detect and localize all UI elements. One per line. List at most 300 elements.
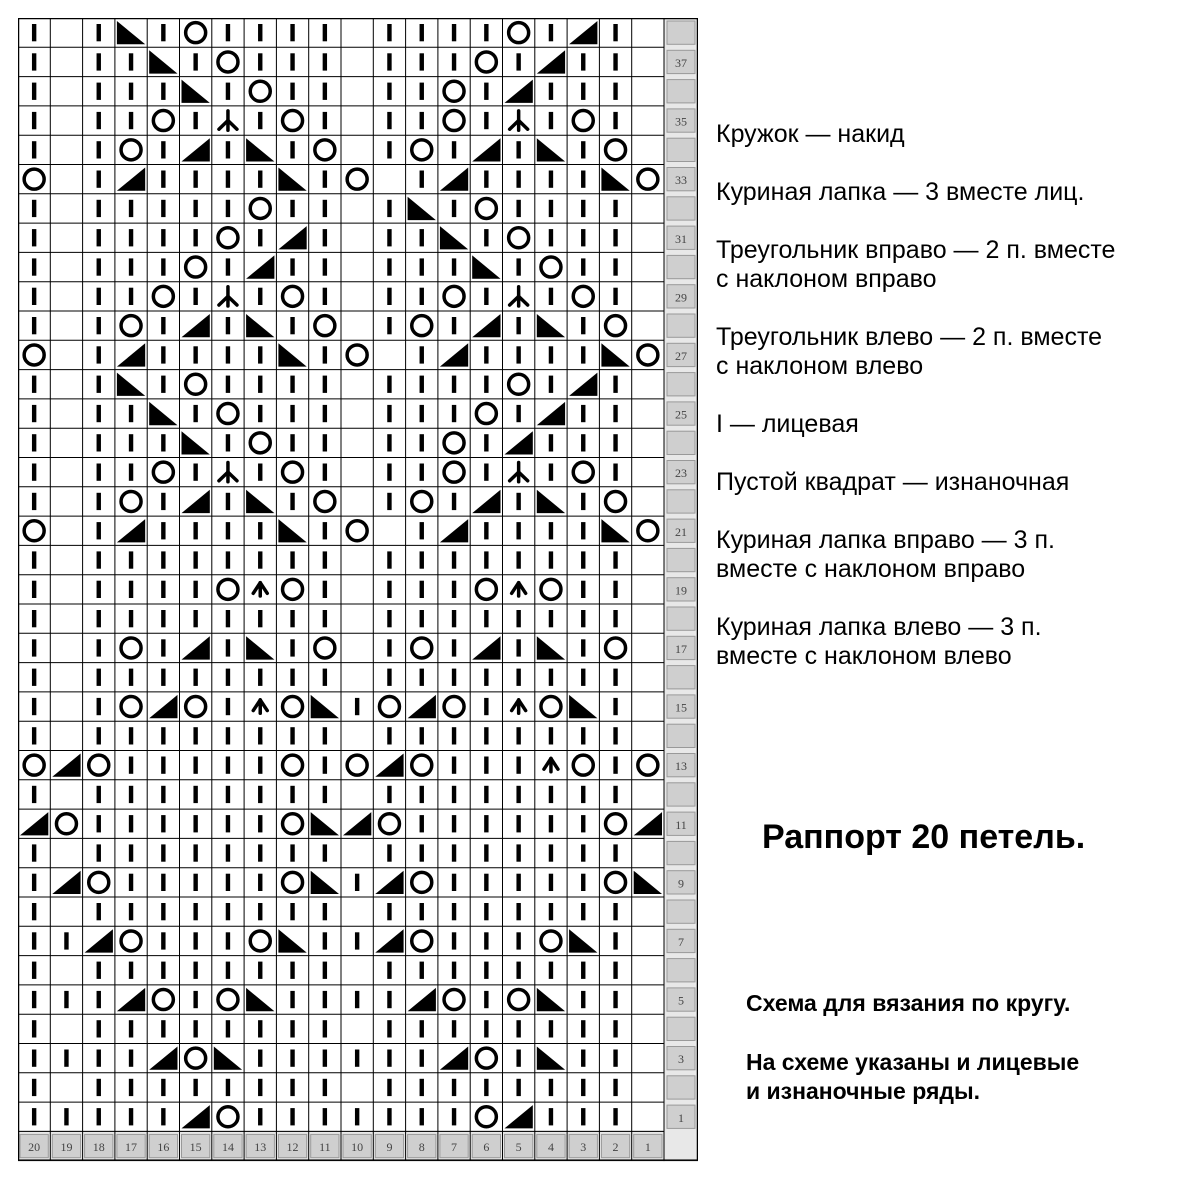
knit-symbol (613, 903, 617, 920)
legend-item-k3tog (716, 178, 1196, 207)
knit-symbol (516, 874, 520, 891)
chart-grid (18, 18, 698, 1190)
knit-symbol (387, 669, 391, 686)
knit-symbol (420, 962, 424, 979)
knit-symbol (420, 610, 424, 627)
knit-symbol (516, 932, 520, 949)
knit-symbol (484, 112, 488, 129)
knit-symbol (226, 610, 230, 627)
knit-symbol (549, 434, 553, 451)
row-label: 9 (678, 876, 684, 891)
knit-symbol (484, 376, 488, 393)
knit-symbol (161, 932, 165, 949)
knit-symbol (290, 83, 294, 100)
knit-symbol (193, 991, 197, 1008)
knit-symbol (323, 1020, 327, 1037)
knit-symbol (97, 112, 101, 129)
knit-symbol (129, 815, 133, 832)
knit-symbol (32, 229, 36, 246)
knit-symbol (323, 1050, 327, 1067)
knit-symbol (193, 346, 197, 363)
knit-symbol (226, 376, 230, 393)
knit-symbol (226, 727, 230, 744)
knit-symbol (226, 24, 230, 41)
knit-symbol (613, 112, 617, 129)
column-label: 18 (92, 1140, 105, 1155)
knit-symbol (290, 1020, 294, 1037)
knit-symbol (323, 932, 327, 949)
knit-symbol (387, 258, 391, 275)
knit-symbol (161, 844, 165, 861)
knit-symbol (161, 346, 165, 363)
knit-symbol (452, 669, 456, 686)
knit-symbol (420, 405, 424, 422)
knit-symbol (484, 1020, 488, 1037)
knit-symbol (484, 346, 488, 363)
knit-symbol (161, 1079, 165, 1096)
knit-symbol (581, 522, 585, 539)
knit-symbol (516, 815, 520, 832)
knit-symbol (581, 258, 585, 275)
knit-symbol (549, 200, 553, 217)
knit-symbol (549, 112, 553, 129)
knit-symbol (581, 493, 585, 510)
knit-symbol (452, 376, 456, 393)
knit-symbol (549, 288, 553, 305)
knit-symbol (129, 53, 133, 70)
row-label: 13 (675, 759, 687, 774)
legend-item-line: Треугольник вправо — 2 п. вместе (716, 236, 1116, 264)
row-label: 35 (675, 114, 687, 129)
knit-symbol (258, 346, 262, 363)
knit-symbol (484, 171, 488, 188)
row-label: 3 (678, 1052, 684, 1067)
knit-symbol (161, 229, 165, 246)
knit-symbol (613, 405, 617, 422)
knit-symbol (420, 112, 424, 129)
knit-symbol (193, 815, 197, 832)
knit-symbol (129, 1050, 133, 1067)
knit-symbol (387, 1020, 391, 1037)
knit-symbol (290, 610, 294, 627)
knit-symbol (32, 24, 36, 41)
knit-symbol (258, 1050, 262, 1067)
knit-symbol (161, 258, 165, 275)
knit-symbol (97, 24, 101, 41)
knit-symbol (484, 903, 488, 920)
knit-symbol (161, 522, 165, 539)
column-label: 9 (386, 1140, 393, 1155)
rapport-title: Раппорт 20 петель. (762, 818, 1086, 856)
knit-symbol (290, 200, 294, 217)
knit-symbol (323, 229, 327, 246)
knit-symbol (161, 1108, 165, 1125)
knit-symbol (258, 288, 262, 305)
knit-symbol (484, 24, 488, 41)
knit-symbol (32, 464, 36, 481)
row-label: 15 (675, 700, 687, 715)
knit-symbol (613, 1079, 617, 1096)
knit-symbol (420, 288, 424, 305)
knit-symbol (420, 258, 424, 275)
knit-symbol (323, 112, 327, 129)
knit-symbol (420, 522, 424, 539)
knit-symbol (193, 757, 197, 774)
knit-symbol (129, 727, 133, 744)
knit-symbol (290, 53, 294, 70)
column-label: 7 (451, 1140, 458, 1155)
column-label: 11 (319, 1140, 331, 1155)
knit-symbol (613, 53, 617, 70)
knit-symbol (516, 405, 520, 422)
knit-symbol (516, 141, 520, 158)
knit-symbol (258, 874, 262, 891)
knit-symbol (226, 551, 230, 568)
legend-item-line: Куриная лапка — 3 вместе лиц. (716, 178, 1085, 206)
knit-symbol (452, 962, 456, 979)
knit-symbol (323, 464, 327, 481)
knit-symbol (290, 1079, 294, 1096)
knit-symbol (193, 53, 197, 70)
knit-symbol (193, 610, 197, 627)
knit-symbol (420, 669, 424, 686)
knit-symbol (516, 317, 520, 334)
row-label: 27 (675, 348, 687, 363)
knit-symbol (129, 112, 133, 129)
knit-symbol (484, 932, 488, 949)
knit-symbol (549, 24, 553, 41)
knit-symbol (32, 962, 36, 979)
knit-symbol (420, 24, 424, 41)
knit-symbol (387, 786, 391, 803)
knit-symbol (226, 844, 230, 861)
knit-symbol (129, 405, 133, 422)
knit-symbol (516, 522, 520, 539)
knit-symbol (355, 932, 359, 949)
knit-symbol (420, 1050, 424, 1067)
knit-symbol (97, 1050, 101, 1067)
knit-symbol (258, 551, 262, 568)
knit-symbol (452, 405, 456, 422)
row-label: 25 (675, 407, 687, 422)
knit-symbol (484, 229, 488, 246)
knit-symbol (226, 317, 230, 334)
knit-symbol (129, 229, 133, 246)
row-label-box (667, 959, 695, 982)
knit-symbol (129, 464, 133, 481)
knit-symbol (129, 1020, 133, 1037)
knit-symbol (323, 83, 327, 100)
knit-symbol (32, 1108, 36, 1125)
knit-symbol (64, 991, 68, 1008)
knit-symbol (193, 171, 197, 188)
knit-symbol (290, 669, 294, 686)
knit-symbol (613, 1020, 617, 1037)
knit-symbol (452, 1020, 456, 1037)
knitting-chart (18, 18, 698, 1190)
knit-symbol (97, 551, 101, 568)
knit-symbol (581, 53, 585, 70)
knit-symbol (32, 83, 36, 100)
knit-symbol (484, 757, 488, 774)
knit-symbol (452, 727, 456, 744)
knit-symbol (161, 727, 165, 744)
legend-item-k3tog-right (716, 526, 1196, 584)
knit-symbol (129, 786, 133, 803)
knit-symbol (581, 141, 585, 158)
knit-symbol (581, 317, 585, 334)
column-label: 5 (515, 1140, 522, 1155)
knit-symbol (193, 669, 197, 686)
knit-symbol (32, 1020, 36, 1037)
knit-symbol (97, 376, 101, 393)
knit-symbol (32, 610, 36, 627)
knit-symbol (129, 434, 133, 451)
knit-symbol (32, 844, 36, 861)
row-label-box (667, 314, 695, 337)
knit-symbol (32, 434, 36, 451)
knit-symbol (387, 200, 391, 217)
knit-symbol (484, 962, 488, 979)
knit-symbol (193, 551, 197, 568)
knit-symbol (387, 1050, 391, 1067)
knit-symbol (484, 669, 488, 686)
knit-symbol (484, 991, 488, 1008)
knit-symbol (97, 171, 101, 188)
knit-symbol (387, 639, 391, 656)
knit-symbol (420, 83, 424, 100)
knit-symbol (387, 727, 391, 744)
knit-symbol (581, 83, 585, 100)
knit-symbol (420, 1108, 424, 1125)
knit-symbol (452, 493, 456, 510)
knit-symbol (161, 200, 165, 217)
knit-symbol (193, 522, 197, 539)
knit-symbol (452, 141, 456, 158)
row-label: 33 (675, 173, 687, 188)
legend-item-line: I — лицевая (716, 410, 859, 438)
row-label: 1 (678, 1110, 684, 1125)
knit-symbol (581, 1079, 585, 1096)
knit-symbol (64, 932, 68, 949)
knit-symbol (290, 551, 294, 568)
knit-symbol (161, 83, 165, 100)
knit-symbol (290, 376, 294, 393)
knit-symbol (387, 844, 391, 861)
knit-symbol (420, 464, 424, 481)
knit-symbol (161, 669, 165, 686)
row-label-box (667, 197, 695, 220)
knit-symbol (323, 903, 327, 920)
knit-symbol (129, 551, 133, 568)
knit-symbol (32, 727, 36, 744)
knit-symbol (516, 610, 520, 627)
note-rows (746, 1048, 1186, 1106)
knit-symbol (516, 493, 520, 510)
knit-symbol (32, 405, 36, 422)
knit-symbol (420, 1079, 424, 1096)
knit-symbol (613, 727, 617, 744)
knit-symbol (549, 1108, 553, 1125)
knit-symbol (387, 376, 391, 393)
knit-symbol (387, 141, 391, 158)
knit-symbol (516, 962, 520, 979)
knit-symbol (290, 317, 294, 334)
knit-symbol (323, 581, 327, 598)
knit-symbol (387, 1079, 391, 1096)
knit-symbol (161, 874, 165, 891)
knit-symbol (161, 317, 165, 334)
knit-symbol (549, 844, 553, 861)
knit-symbol (193, 727, 197, 744)
knit-symbol (387, 288, 391, 305)
knit-symbol (97, 1108, 101, 1125)
knit-symbol (420, 903, 424, 920)
knit-symbol (290, 141, 294, 158)
knit-symbol (97, 581, 101, 598)
knit-symbol (613, 376, 617, 393)
knit-symbol (387, 24, 391, 41)
row-label-box (667, 666, 695, 689)
knit-symbol (97, 258, 101, 275)
knit-symbol (97, 669, 101, 686)
knit-symbol (97, 434, 101, 451)
knit-symbol (97, 1079, 101, 1096)
row-label-box (667, 138, 695, 161)
knit-symbol (97, 288, 101, 305)
knit-symbol (258, 522, 262, 539)
knit-symbol (323, 522, 327, 539)
knit-symbol (613, 698, 617, 715)
knit-symbol (193, 1020, 197, 1037)
row-label-box (667, 1017, 695, 1040)
knit-symbol (452, 786, 456, 803)
row-label-box (667, 783, 695, 806)
knit-symbol (452, 1108, 456, 1125)
knit-symbol (290, 1108, 294, 1125)
knit-symbol (613, 551, 617, 568)
knit-symbol (258, 464, 262, 481)
knit-symbol (516, 903, 520, 920)
knit-symbol (420, 581, 424, 598)
knit-symbol (581, 844, 585, 861)
knit-symbol (290, 1050, 294, 1067)
row-label: 31 (675, 231, 687, 246)
column-label: 15 (189, 1140, 202, 1155)
row-label-box (667, 431, 695, 454)
knit-symbol (32, 1079, 36, 1096)
knit-symbol (549, 874, 553, 891)
knit-symbol (581, 991, 585, 1008)
note-rows-line-1: На схеме указаны и лицевые (746, 1049, 1080, 1075)
knit-symbol (355, 698, 359, 715)
knit-symbol (581, 434, 585, 451)
knit-symbol (290, 962, 294, 979)
knit-symbol (258, 405, 262, 422)
knit-symbol (32, 874, 36, 891)
legend-item-line: вместе с наклоном вправо (716, 555, 1026, 583)
row-label-box (667, 724, 695, 747)
knit-symbol (452, 1079, 456, 1096)
knit-symbol (549, 786, 553, 803)
legend-item-knit (716, 410, 1196, 439)
knit-symbol (581, 1108, 585, 1125)
knit-symbol (323, 405, 327, 422)
knit-symbol (387, 405, 391, 422)
knit-symbol (32, 551, 36, 568)
knit-symbol (226, 522, 230, 539)
knit-symbol (226, 639, 230, 656)
note-round-knitting: Схема для вязания по кругу. (746, 990, 1071, 1016)
knit-symbol (193, 903, 197, 920)
knit-symbol (32, 639, 36, 656)
knit-symbol (355, 991, 359, 1008)
knit-symbol (581, 639, 585, 656)
knit-symbol (193, 874, 197, 891)
knit-symbol (193, 288, 197, 305)
knit-symbol (323, 346, 327, 363)
knit-symbol (193, 581, 197, 598)
knit-symbol (32, 903, 36, 920)
knit-symbol (613, 434, 617, 451)
legend-item-yarn-over (716, 120, 1196, 149)
knit-symbol (420, 53, 424, 70)
knit-symbol (323, 258, 327, 275)
row-label-box (667, 841, 695, 864)
knit-symbol (484, 727, 488, 744)
knit-symbol (613, 1108, 617, 1125)
knit-symbol (484, 874, 488, 891)
knit-symbol (32, 200, 36, 217)
knit-symbol (97, 698, 101, 715)
knit-symbol (226, 815, 230, 832)
column-label: 13 (254, 1140, 267, 1155)
legend (716, 120, 1196, 700)
knit-symbol (516, 551, 520, 568)
knit-symbol (613, 258, 617, 275)
knit-symbol (129, 581, 133, 598)
knit-symbol (420, 229, 424, 246)
knit-symbol (581, 171, 585, 188)
legend-item-line: Кружок — накид (716, 120, 905, 148)
knit-symbol (258, 786, 262, 803)
knit-symbol (226, 1020, 230, 1037)
knit-symbol (32, 932, 36, 949)
knit-symbol (258, 376, 262, 393)
knit-symbol (387, 551, 391, 568)
knit-symbol (258, 757, 262, 774)
row-label-box (667, 1076, 695, 1099)
knit-symbol (484, 83, 488, 100)
knit-symbol (581, 610, 585, 627)
knit-symbol (581, 1020, 585, 1037)
knit-symbol (452, 610, 456, 627)
knit-symbol (613, 83, 617, 100)
knit-symbol (484, 698, 488, 715)
legend-item-line: Куриная лапка влево — 3 п. (716, 613, 1042, 641)
knit-symbol (193, 962, 197, 979)
knit-symbol (226, 258, 230, 275)
knit-symbol (420, 346, 424, 363)
row-label-box (667, 373, 695, 396)
knit-symbol (516, 757, 520, 774)
column-label: 4 (547, 1140, 554, 1155)
knit-symbol (258, 610, 262, 627)
legend-item-line: Треугольник влево — 2 п. вместе (716, 323, 1103, 351)
knit-symbol (193, 112, 197, 129)
knit-symbol (161, 757, 165, 774)
knit-symbol (161, 24, 165, 41)
